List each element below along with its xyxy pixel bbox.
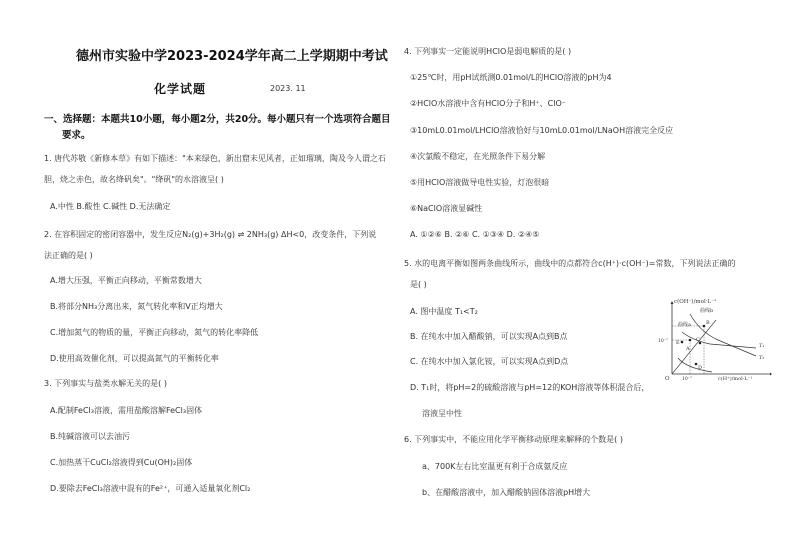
q4-item-4: ④次氯酸不稳定，在光照条件下易分解 [410,152,546,161]
q5-option-c: C. 在纯水中加入氯化铵，可以实现A点到D点 [410,357,569,366]
q1-stem-cont: 胆，烧之赤色，故名绛矾矣"。"绛矾"的水溶液呈( ) [44,175,224,184]
isotherm-t1 [682,332,756,348]
origin-label: O [665,376,670,382]
point-e [681,341,684,344]
q4-stem: 4. 下列事实一定能说明HClO是弱电解质的是( ) [404,47,572,56]
q2-stem: 2. 在容积固定的密闭容器中，发生反应N₂(g)+3H₂(g) ⇌ 2NH₃(g) ΔH<0，改变条件，下列说 [44,230,377,239]
q1-stem: 1. 唐代苏敬《新修本草》有如下描述："本来绿色，新出窟未见风者，正如瑠璃，陶及今人谓之石 [44,154,386,163]
q2-option-b: B.将部分NH₃分离出来，氮气转化率和V正均增大 [50,302,223,311]
t1-label: T₁ [759,343,765,349]
q5-option-b: B. 在纯水中加入醋酸钠，可以实现A点到B点 [410,332,568,341]
exam-date: 2023. 11 [270,84,306,93]
q3-stem: 3. 下列事实与盐类水解无关的是( ) [44,379,167,388]
x-axis-label: c(H⁺)/mol·L⁻¹ [718,376,753,382]
y-tick-label: 10⁻⁷ [658,339,668,344]
isotherm-t2 [690,314,756,356]
q4-item-2: ②HClO水溶液中含有HClO分子和H⁺、ClO⁻ [410,99,566,108]
x-tick-label: 10⁻⁷ [682,377,692,382]
x-axis-arrow [770,373,772,376]
point-b [703,325,706,328]
exam-title: 德州市实验中学2023-2024学年高二上学期期中考试 [76,49,388,64]
q1-options: A.中性 B.酸性 C.碱性 D.无法确定 [50,202,171,211]
point-a [689,339,692,342]
q5-option-a: A. 图中温度 T₁<T₂ [410,307,478,316]
section-heading-cont: 要求。 [62,130,91,141]
y-axis-label: c(OH⁻)/mol·L⁻¹ [674,299,717,305]
q2-stem-cont: 法正确的是( ) [44,251,93,260]
q5-option-d: D. T₁时，将pH=2的硫酸溶液与pH=12的KOH溶液等体积混合后， [410,383,650,392]
q3-option-b: B.纯碱溶液可以去油污 [50,432,131,441]
q6-item-a: a、700K左右比室温更有利于合成氨反应 [422,462,568,471]
q3-option-d: D.要除去FeCl₃溶液中混有的Fe²⁺，可通入适量氧化剂Cl₂ [50,484,251,493]
q2-option-a: A.增大压强，平衡正向移动，平衡常数增大 [50,276,202,285]
section-heading: 一、选择题：本题共10小题，每小题2分，共20分。每小题只有一个选项符合题目 [44,114,391,125]
q6-item-b: b、在醋酸溶液中，加入醋酸钠固体溶液pH增大 [422,488,591,497]
q4-item-5: ⑤用HClO溶液做导电性实验，灯泡很暗 [410,178,550,187]
q2-option-c: C.增加氮气的物质的量，平衡正向移动，氮气的转化率降低 [50,328,259,337]
q6-stem: 6. 下列事实中，不能应用化学平衡移动原理来解释的个数是( ) [404,435,623,444]
point-c-label: C [696,337,700,343]
q4-options: A. ①②⑥ B. ②⑥ C. ①③④ D. ②④⑤ [410,230,540,239]
point-b-label: B [706,320,710,326]
neutral-line [672,320,716,374]
subject-title: 化学试题 [154,82,207,96]
q4-item-3: ③10mL0.01mol/LHClO溶液恰好与10mL0.01mol/LNaOH溶液完全反应 [410,126,674,135]
point-a-label: A [686,346,690,352]
q4-item-6: ⑥NaClO溶液显碱性 [410,204,483,213]
point-d [695,363,698,366]
t2-label: T₂ [759,355,765,361]
q5-stem: 5. 水的电离平衡如图两条曲线所示，曲线中的点都符合c(H⁺)·c(OH⁻)=常数，下列说法正确的 [404,259,736,268]
q2-option-d: D.使用高效催化剂，可以提高氮气的平衡转化率 [50,354,219,363]
q3-option-a: A.配制FeCl₃溶液，需用盐酸溶解FeCl₃固体 [50,406,203,415]
water-ionization-diagram [656,296,772,382]
q3-option-c: C.加热蒸干CuCl₂溶液得到Cu(OH)₂固体 [50,458,193,467]
q5-stem-cont: 是( ) [410,280,427,289]
curve-a-label: 曲线a [678,322,691,328]
q4-item-1: ①25℃时，用pH试纸测0.01mol/L的HClO溶液的pH为4 [410,73,612,82]
point-e-label: E [676,340,680,346]
q5-option-d-cont: 溶液呈中性 [422,409,462,418]
curve-b-label: 曲线b [700,308,714,314]
point-d-label: D [698,365,703,371]
